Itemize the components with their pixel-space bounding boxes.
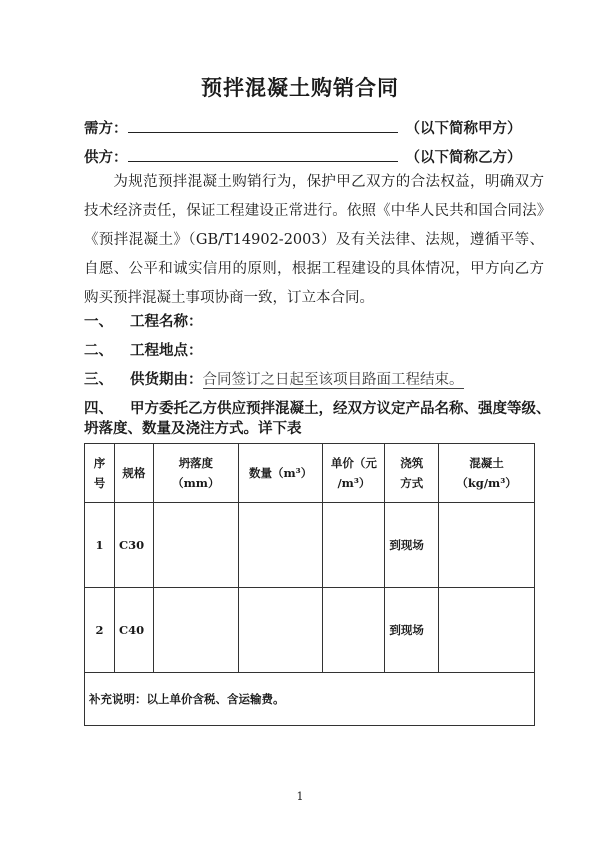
section-4-num: 四、 [84,400,113,417]
header-concrete-line1: 混凝土 [469,456,504,470]
table-header-row [85,444,535,503]
table-row [85,588,535,673]
page-number: 1 [296,790,304,803]
row-pour: 到现场 [385,588,439,673]
section-2-label: 工程地点： [130,342,203,359]
section-4-line2 [84,417,302,438]
row-pour: 到现场 [385,503,439,588]
header-pour-line1: 浇筑 [400,456,424,470]
row-price[interactable] [323,503,385,588]
header-slump: 坍落度（mm） [153,444,238,503]
header-price-line1: 单价（元 [330,456,377,470]
section-1-label: 工程名称： [130,313,203,330]
row-slump[interactable] [153,503,238,588]
row-slump[interactable] [153,588,238,673]
header-concrete [439,444,535,503]
row-spec: C40 [114,588,153,673]
row-spec: C30 [114,503,153,588]
header-qty: 数量（m³） [238,444,323,503]
row-seq: 2 [85,588,115,673]
section-1 [84,310,203,331]
section-3-num: 三、 [84,371,113,388]
seller-line [84,146,522,167]
row-qty[interactable] [238,503,323,588]
table-note: 补充说明：以上单价含税、含运输费。 [85,673,535,726]
section-2-num: 二、 [84,342,113,359]
seller-field[interactable] [128,146,398,162]
row-concrete[interactable] [439,588,535,673]
section-4-text-line2: 坍落度、数量及浇注方式。详下表 [84,420,302,437]
header-seq: 序号 [85,444,115,503]
contract-title: 预拌混凝土购销合同 [201,75,399,100]
header-concrete-line2: （kg/m³） [456,476,517,490]
header-pour [385,444,439,503]
header-spec: 规格 [114,444,153,503]
header-pour-line2: 方式 [400,476,424,490]
row-price[interactable] [323,588,385,673]
buyer-line [84,117,522,138]
section-4 [84,397,551,418]
product-table [84,443,535,726]
intro-paragraph [84,168,544,313]
buyer-suffix: （以下简称甲方） [405,120,522,137]
section-1-num: 一、 [84,313,113,330]
section-3-value: 合同签订之日起至该项目路面工程结束。 [202,372,464,388]
row-seq: 1 [85,503,115,588]
row-qty[interactable] [238,588,323,673]
intro-text: 为规范预拌混凝土购销行为，保护甲乙双方的合法权益，明确双方技术经济责任，保证工程建设正常进行。依照《中华人民共和国合同法》《预拌混凝土》（GB/T14902-2003）及有关法律、法规，遵循平等、自愿、公平和诚实信用的原则，根据工程建设的具体情况，甲方向乙方购买预拌混凝土事项协商一致，订立本合同。 [84,174,544,306]
table-note-row [85,673,535,726]
buyer-label: 需方： [84,120,128,137]
buyer-field[interactable] [128,117,398,133]
section-3-label: 供货期由： [130,371,203,388]
seller-label: 供方： [84,149,128,166]
section-4-text-line1: 甲方委托乙方供应预拌混凝土，经双方议定产品名称、强度等级、 [130,400,551,417]
table-row [85,503,535,588]
section-3 [84,368,464,389]
header-price [323,444,385,503]
section-2 [84,339,203,360]
header-price-line2: /m³） [337,476,371,490]
row-concrete[interactable] [439,503,535,588]
seller-suffix: （以下简称乙方） [405,149,522,166]
